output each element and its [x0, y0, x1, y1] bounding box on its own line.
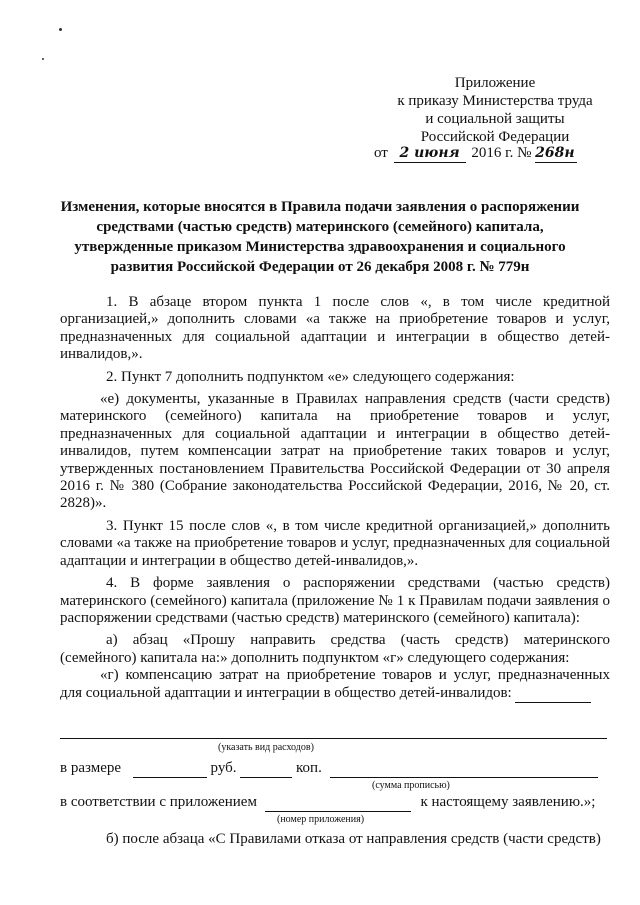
amount-row	[60, 759, 598, 778]
caption-attachment-number: (номер приложения)	[277, 814, 365, 825]
scan-speck	[42, 58, 44, 60]
paragraph-7	[60, 667, 610, 703]
scan-speck	[59, 28, 62, 31]
paragraph-4: 3. Пункт 15 после слов «, в том числе кредитной организацией,» дополнить словами «а также на приобретение товаров и услуг, предназначенных для социальной адаптации и интеграции в общество детей-инвалидов,».	[60, 517, 610, 569]
last-line: б) после абзаца «С Правилами отказа от направления средств (части средств)	[106, 831, 601, 847]
order-reference	[374, 144, 577, 163]
kopecks-blank	[240, 759, 292, 778]
handwritten-order-number: 268н	[535, 144, 577, 163]
title-line: средствами (частью средств) материнского (семейного) капитала,	[96, 219, 544, 235]
title-line: Изменения, которые вносятся в Правила подачи заявления о распоряжении	[60, 199, 580, 215]
amount-label: в размере	[60, 760, 122, 776]
expense-type-line	[60, 738, 607, 739]
attachment-row	[60, 793, 595, 812]
title-line: развития Российской Федерации от 26 декабря 2008 г. № 779н	[110, 259, 530, 275]
attachment-number-blank	[265, 793, 411, 812]
document-body	[60, 294, 610, 703]
paragraph-5: 4. В форме заявления о распоряжении средствами (частью средств) материнского (семейного) капитала (приложение № 1 к Правилам подачи заявления о распоряжении средствами (частью средств) материнского (семейного) капитала):	[60, 575, 610, 626]
appendix-line: к приказу Министерства труда	[397, 93, 593, 109]
rub-label: руб.	[210, 760, 237, 776]
paragraph-1: 1. В абзаце втором пункта 1 после слов «, в том числе кредитной организацией,» дополнить словами «а также на приобретение товаров и услуг, предназначенных для социальной адаптации и интеграции в общество детей-инвалидов,».	[60, 294, 610, 363]
expense-blank	[515, 685, 591, 703]
kop-label: коп.	[296, 760, 322, 776]
appendix-line: Российской Федерации	[420, 129, 570, 145]
document-title	[40, 197, 600, 277]
amount-words-blank	[330, 759, 598, 778]
caption-amount-words: (сумма прописью)	[372, 780, 450, 791]
paragraph-3: «е) документы, указанные в Правилах направления средств (части средств) материнского (семейного) капитала на приобретение товаров и услуг, предназначенных для социальной адаптации и интеграции в общество детей-инвалидов, путем компенсации затрат на приобретение таких товаров и услуг, утвержденных постановлением Правительства Российской Федерации от 30 апреля 2016 г. № 380 (Собрание законодательства Российской Федерации, 2016, № 20, ст. 2828)».	[60, 391, 610, 512]
order-year: 2016 г. №	[471, 145, 532, 161]
paragraph-7-text: «г) компенсацию затрат на приобретение товаров и услуг, предназначенных для социальной адаптации и интеграции в общество детей-инвалидов:	[60, 667, 610, 701]
paragraph-6: а) абзац «Прошу направить средства (часть средств) материнского (семейного) капитала на:» дополнить подпунктом «г» следующего содержания:	[60, 632, 610, 666]
title-line: утвержденные приказом Министерства здравоохранения и социального	[74, 239, 566, 255]
caption-expense-type: (указать вид расходов)	[218, 742, 314, 753]
appendix-header	[370, 74, 620, 146]
rubles-blank	[133, 759, 207, 778]
order-prefix: от	[374, 145, 388, 161]
paragraph-2: 2. Пункт 7 дополнить подпунктом «е» следующего содержания:	[106, 368, 515, 385]
attachment-label: в соответствии с приложением	[60, 794, 257, 810]
appendix-line: Приложение	[454, 75, 536, 91]
attachment-suffix: к настоящему заявлению.»;	[420, 794, 596, 810]
appendix-line: и социальной защиты	[425, 111, 565, 127]
handwritten-order-date: 2 июня	[394, 144, 466, 163]
